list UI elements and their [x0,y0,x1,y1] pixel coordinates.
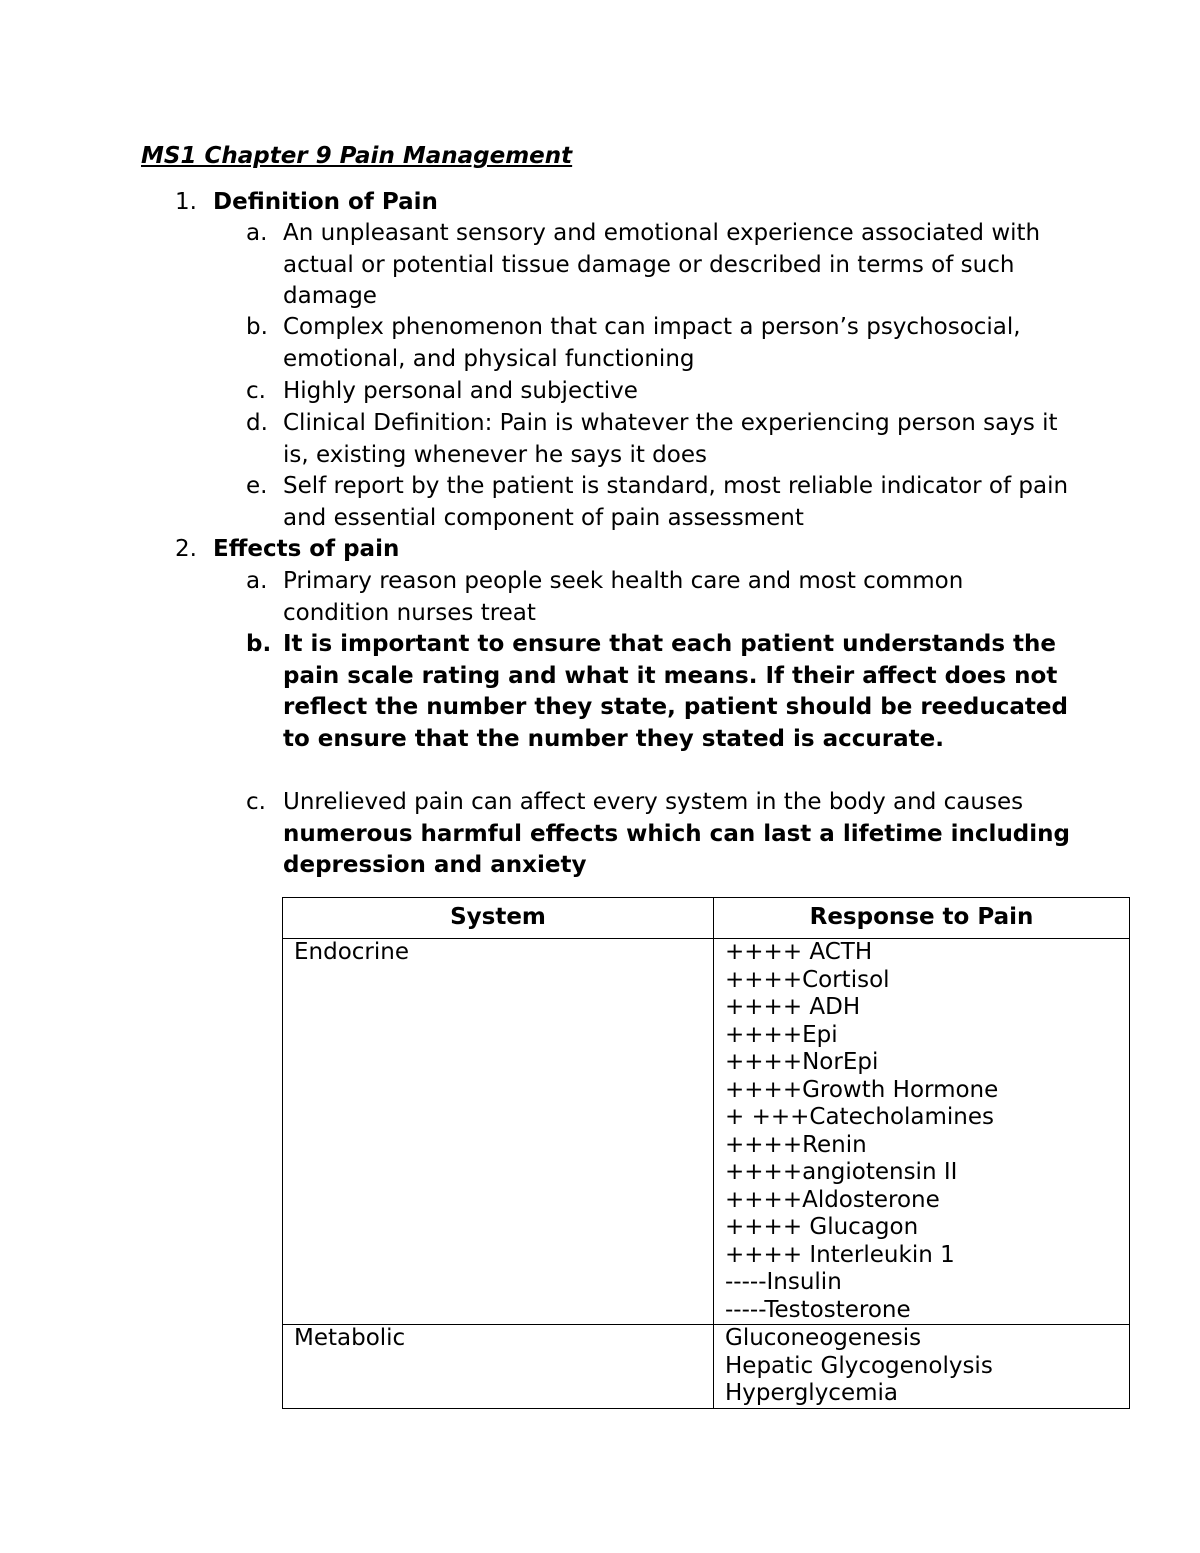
table-row [283,1325,1130,1409]
item-text-plain: Unrelieved pain can affect every system in the body and causes [283,789,1024,815]
item-text-bold: numerous harmful effects which can last a lifetime including depression and anxiety [283,820,1070,878]
document-title: MS1 Chapter 9 Pain Management [141,143,573,169]
system-cell: Endocrine [283,939,714,1325]
section-number: 1. [175,189,197,215]
column-header-system: System [283,898,714,939]
section-number: 2. [175,536,197,562]
response-item: ++++Epi [725,1021,838,1048]
item-letter: c. [246,789,266,815]
response-item: + +++Catecholamines [725,1104,995,1130]
response-item: ++++Cortisol [725,966,890,993]
item-letter: d. [246,410,268,436]
item-letter: a. [246,220,268,246]
response-item: ++++ ADH [725,994,861,1020]
response-cell [714,1325,1130,1409]
section-heading: Effects of pain [213,536,400,562]
section-heading: Definition of Pain [213,189,438,215]
response-item: ++++Aldosterone [725,1186,940,1213]
response-item: ++++Growth Hormone [725,1076,999,1103]
system-cell: Metabolic [283,1325,714,1409]
item-text: It is important to ensure that each patient understands the pain scale rating and what it means. If their affect does not reflect the number they state, patient should be reeducated to ensure that the number they stated is accurate. [283,631,1068,752]
item-letter: c. [246,378,266,404]
item-text: Self report by the patient is standard, most reliable indicator of pain and essential component of pain assessment [283,473,1069,531]
item-text: Complex phenomenon that can impact a person’s psychosocial, emotional, and physical functioning [283,314,1021,372]
item-text [283,787,1073,882]
item-letter: a. [246,568,268,594]
response-item: ++++angiotensin II [725,1159,958,1185]
item-text: Primary reason people seek health care and most common condition nurses treat [283,568,964,626]
item-text: An unpleasant sensory and emotional experience associated with actual or potential tissue damage or described in terms of such damage [283,220,1041,309]
response-item: Hepatic Glycogenolysis [725,1352,993,1379]
response-item: -----Insulin [725,1269,842,1295]
response-item: ++++ Interleukin 1 [725,1241,955,1268]
item-letter: b. [246,631,272,657]
pain-response-table [282,897,1130,1409]
response-item: ++++Renin [725,1131,867,1158]
response-item: Hyperglycemia [725,1380,898,1406]
item-letter: b. [246,314,268,340]
table-row [283,939,1130,1325]
response-item: ++++ Glucagon [725,1214,919,1240]
column-header-response: Response to Pain [714,898,1130,939]
item-letter: e. [246,473,268,499]
response-item: ++++NorEpi [725,1049,879,1075]
item-text: Clinical Definition: Pain is whatever the experiencing person says it is, existing whenever he says it does [283,410,1058,468]
item-text: Highly personal and subjective [283,378,638,404]
response-item: -----Testosterone [725,1296,911,1323]
table-header-row [283,898,1130,939]
response-item: Gluconeogenesis [725,1325,922,1351]
response-cell [714,939,1130,1325]
response-item: ++++ ACTH [725,939,873,965]
